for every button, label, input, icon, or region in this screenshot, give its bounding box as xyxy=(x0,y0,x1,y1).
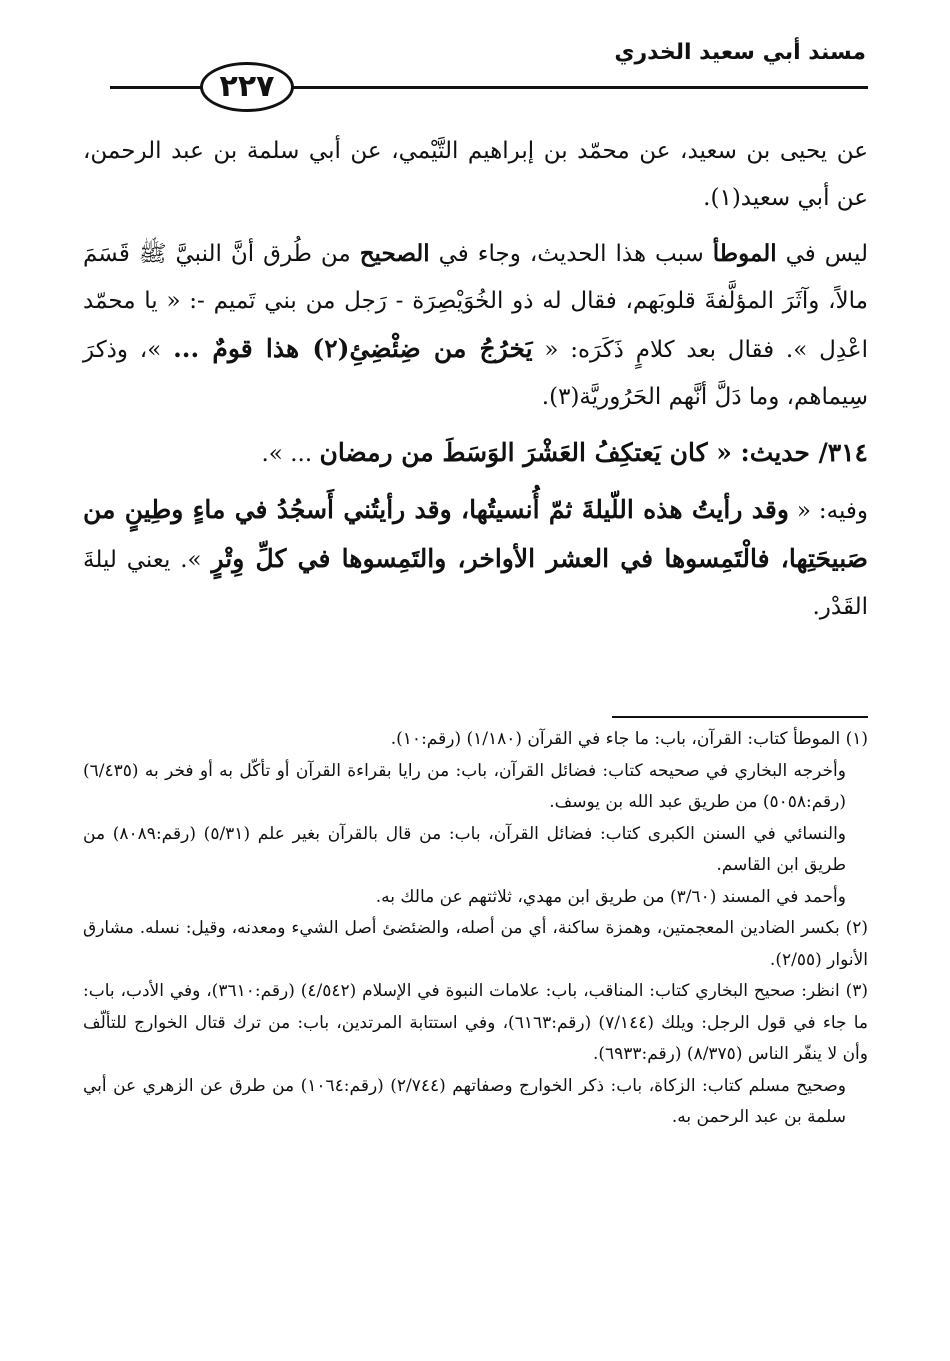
text-run: ... ». xyxy=(261,441,320,467)
text-run: وفيه: « xyxy=(788,498,868,524)
hadith-title: كان يَعتكِفُ العَشْرَ الوَسَطَ من رمضان xyxy=(319,438,708,467)
footnote-separator xyxy=(612,716,868,718)
paragraph-isnad xyxy=(83,128,868,222)
paragraph-hadith-text xyxy=(83,486,868,631)
hadith-quote: يَخرُجُ من ضِئْضِئِ(٢) هذا قومٌ ... xyxy=(173,334,533,363)
running-title: مسند أبي سعيد الخدري xyxy=(614,40,866,65)
footnote: وأحمد في المسند (٣/٦٠) من طريق ابن مهدي، ثلاثتهم عن مالك به. xyxy=(375,886,846,907)
footnotes xyxy=(83,724,868,1134)
footnote: وأخرجه البخاري في صحيحه كتاب: فضائل القرآن، باب: من رايا بقراءة القرآن أو تأكّل به أو فخر به (٦/٤٣٥) (رقم:٥٠٥٨) من طريق عبد الله بن يوسف. xyxy=(83,760,846,812)
text-run: ». يعني ليلةَ القَدْر. xyxy=(83,547,868,620)
footnote: والنسائي في السنن الكبرى كتاب: فضائل القرآن، باب: من قال بالقرآن بغير علم (٥/٣١) (رقم:٨٠٨٩) من طريق ابن القاسم. xyxy=(83,823,846,875)
footnote: (١) الموطأ كتاب: القرآن، باب: ما جاء في القرآن (١/١٨٠) (رقم:١٠). xyxy=(390,729,868,749)
text-run: ليس في xyxy=(776,241,869,267)
page-number: ٢٢٧ xyxy=(200,62,294,112)
hadith-quote: وقد رأيتُ هذه اللّيلةَ ثمّ أُنسيتُها، وقد رأيتُني أَسجُدُ في ماءٍ وطِينٍ من صَبيحَتِها، فالْتَمِسوها في العشر الأواخر، والتَمِسوها في كلِّ وِتْرٍ xyxy=(83,495,868,573)
muwatta-term: الموطأ xyxy=(712,240,777,267)
footnote: (٢) بكسر الضادين المعجمتين، وهمزة ساكنة، أي من أصله، والضئضئ أصل الشيء ومعدنه، وقيل: نسله. مشارق الأنوار (٢/٥٥). xyxy=(83,918,868,970)
text-run: سبب هذا الحديث، وجاء في xyxy=(429,241,713,267)
footnote: وصحيح مسلم كتاب: الزكاة، باب: ذكر الخوارج وصفاتهم (٢/٧٤٤) (رقم:١٠٦٤) من طرق عن الزهري عن أبي سلمة بن عبد الرحمن به. xyxy=(83,1075,847,1127)
main-text xyxy=(83,128,868,639)
sahih-term: الصحيح xyxy=(359,240,430,267)
paragraph-hadith-heading xyxy=(83,429,868,478)
text-run: من طُرق أنَّ النبيَّ ﷺ قَسَمَ مالاً، وآثَرَ المؤلَّفةَ قلوبَهم، فقال له ذو الخُوَيْصِرَة - رَجل من بني تَميم -: « يا محمّد اعْدِل ». فقال بعد كلامٍ ذَكَرَه: « xyxy=(83,241,869,363)
footnote: (٣) انظر: صحيح البخاري كتاب: المناقب، باب: علامات النبوة في الإسلام (٤/٥٤٢) (رقم:٣٦١٠)، وفي الأدب، باب: ما جاء في قول الرجل: ويلك (٧/١٤٤) (رقم:٦١٦٣)، وفي استتابة المرتدين، باب: من ترك قتال الخوارج للتألّف وأن لا ينفّر الناس (٨/٣٧٥) (رقم:٦٩٣٣). xyxy=(83,981,869,1064)
hadith-number-heading: ٣١٤/ حديث: « xyxy=(707,438,868,467)
isnad-text: عن يحيى بن سعيد، عن محمّد بن إبراهيم التَّيْمي، عن أبي سلمة بن عبد الرحمن، عن أبي سعيد(١). xyxy=(83,138,868,211)
text-run: »، وذكرَ سِيماهم، وما دَلَّ أنَّهم الحَرُوريَّة(٣). xyxy=(83,337,868,410)
paragraph-commentary xyxy=(83,230,868,421)
